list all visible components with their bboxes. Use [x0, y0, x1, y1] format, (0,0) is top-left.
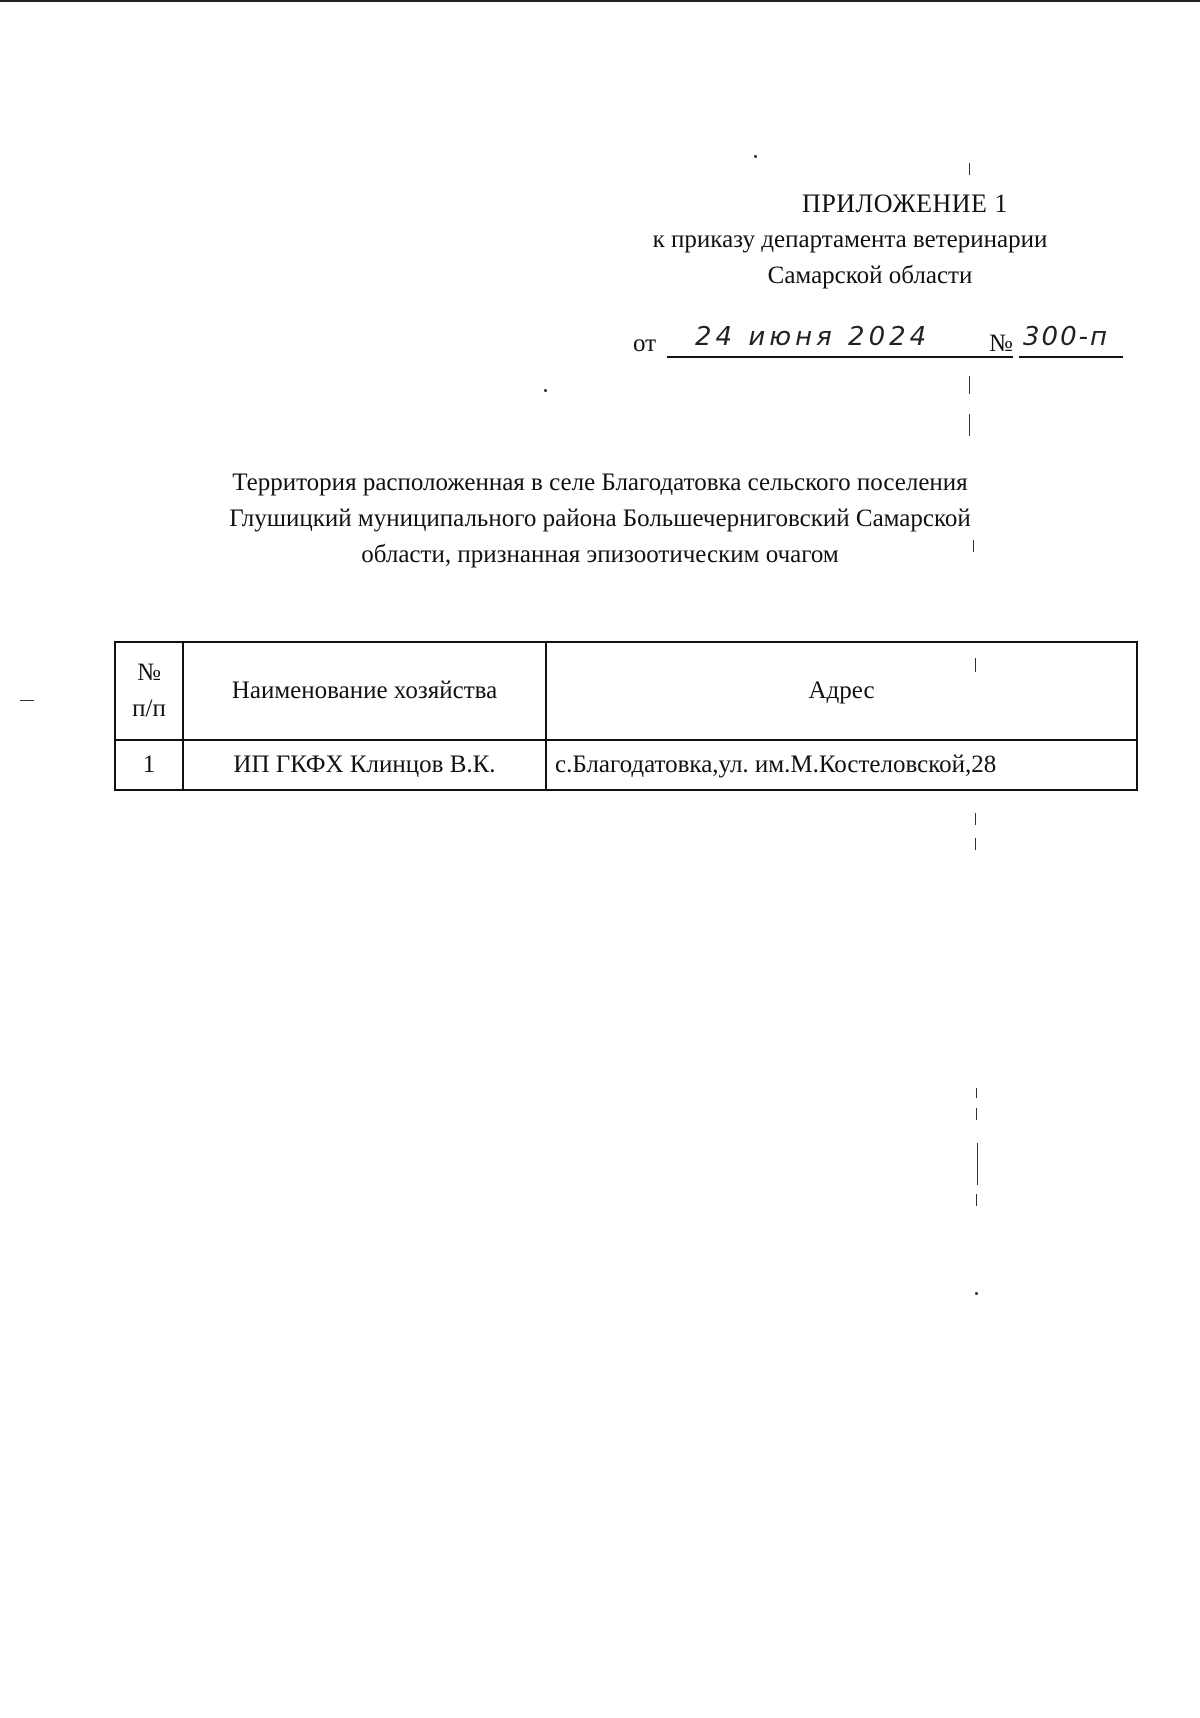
scan-edge-line — [0, 0, 1200, 2]
scan-artifact — [975, 813, 976, 825]
scan-artifact — [976, 1194, 977, 1206]
scan-artifact — [975, 1292, 978, 1295]
heading-line-2: Глушицкий муниципального района Большечерниговский Самарской — [229, 505, 971, 532]
row-farm-name: ИП ГКФХ Клинцов В.К. — [183, 740, 546, 790]
row-address: с.Благодатовка,ул. им.М.Костеловской,28 — [546, 740, 1137, 790]
records-table — [114, 641, 1138, 791]
heading-line-3: области, признанная эпизоотическим очагом — [361, 541, 839, 568]
appendix-title: ПРИЛОЖЕНИЕ 1 — [802, 189, 1008, 218]
scan-artifact — [969, 414, 970, 436]
scan-artifact — [544, 389, 547, 392]
header-farm-name: Наименование хозяйства — [183, 642, 546, 740]
scan-artifact — [975, 838, 976, 850]
number-field — [1019, 322, 1123, 358]
heading-line-1: Территория расположенная в селе Благодатовка сельского поселения — [232, 469, 968, 496]
row-number: 1 — [115, 740, 183, 790]
table-row — [115, 740, 1137, 790]
appendix-line-region: Самарской области — [767, 262, 973, 289]
appendix-line-order: к приказу департамента ветеринарии — [652, 226, 1048, 253]
scan-artifact — [754, 155, 757, 158]
scan-artifact — [977, 1143, 978, 1185]
scan-artifact — [969, 376, 970, 394]
scan-artifact — [976, 1088, 977, 1098]
scan-artifact — [976, 1108, 977, 1120]
document-heading — [150, 465, 1050, 573]
table-header-row — [115, 642, 1137, 740]
header-number: № п/п — [115, 642, 183, 740]
header-address: Адрес — [546, 642, 1137, 740]
handwritten-number: 300-п — [1023, 322, 1110, 352]
number-label: № — [989, 330, 1013, 357]
date-field — [667, 322, 1013, 358]
scan-artifact — [969, 163, 970, 175]
scan-artifact — [20, 700, 34, 701]
handwritten-date: 24 июня 2024 — [695, 322, 931, 352]
order-reference — [633, 322, 1133, 362]
appendix-header — [560, 186, 1140, 294]
from-label: от — [633, 330, 657, 357]
